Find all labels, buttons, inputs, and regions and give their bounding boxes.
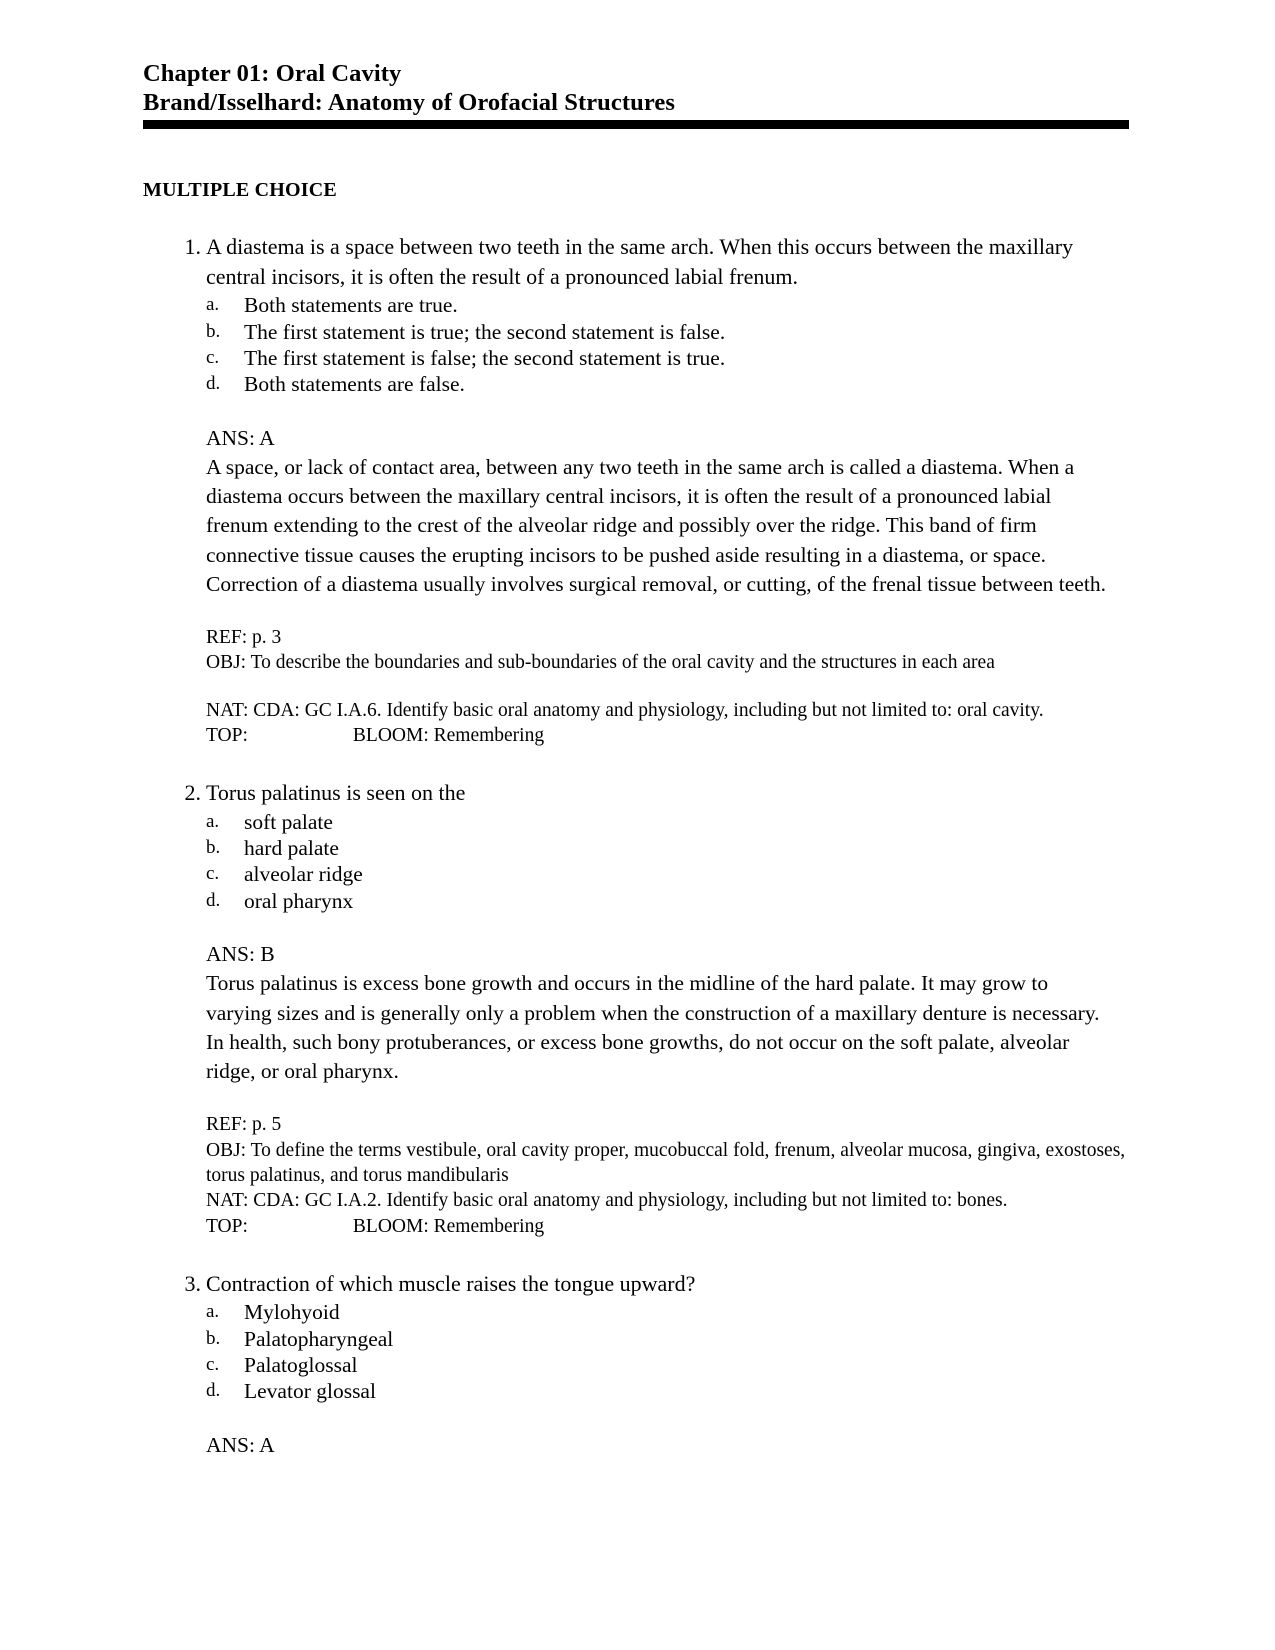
question-item <box>143 778 1130 1239</box>
question-options <box>143 292 1130 397</box>
option-text: hard palate <box>244 836 339 861</box>
question-options <box>143 809 1130 914</box>
meta-nat-text: NAT: CDA: GC I.A.2. Identify basic oral anatomy and physiology, including but not limited to: bones. <box>206 1190 1008 1212</box>
option-text: The first statement is false; the second statement is true. <box>244 345 726 370</box>
question-number: 2. <box>184 780 201 806</box>
option-a[interactable] <box>206 1299 1130 1325</box>
option-text: Levator glossal <box>244 1379 376 1404</box>
answer-block <box>143 424 1116 599</box>
meta-nat-top <box>206 1188 1130 1239</box>
question-metadata <box>143 625 1130 748</box>
option-text: Palatopharyngeal <box>244 1326 394 1351</box>
option-text: Both statements are false. <box>244 372 465 397</box>
question-stem-text: A diastema is a space between two teeth in the same arch. When this occurs between the maxillary central incisors, it is often the result of a pronounced labial frenum. <box>206 234 1074 289</box>
question-stem-text: Torus palatinus is seen on the <box>206 780 466 806</box>
meta-ref: REF: p. 5 <box>206 1114 282 1136</box>
option-letter: d. <box>206 1380 221 1402</box>
option-c[interactable] <box>206 861 1130 887</box>
option-d[interactable] <box>206 1378 1130 1404</box>
header-chapter-title: Chapter 01: Oral Cavity <box>143 60 402 87</box>
meta-bloom: BLOOM: Remembering <box>352 1215 545 1237</box>
question-item <box>143 1269 1130 1460</box>
option-letter: d. <box>206 889 221 911</box>
meta-bloom: BLOOM: Remembering <box>352 725 545 746</box>
answer-block <box>143 1431 1116 1460</box>
option-a[interactable] <box>206 292 1130 318</box>
question-item <box>143 232 1130 748</box>
meta-obj: OBJ: To describe the boundaries and sub-boundaries of the oral cavity and the structures in each area <box>206 652 995 674</box>
option-text: Both statements are true. <box>244 293 458 318</box>
meta-top-label: TOP: <box>206 725 248 746</box>
question-stem <box>143 778 1116 807</box>
option-b[interactable] <box>206 319 1130 345</box>
meta-nat-top <box>206 698 1130 749</box>
option-a[interactable] <box>206 809 1130 835</box>
meta-spacer <box>206 676 1130 698</box>
document-header <box>143 60 1130 117</box>
option-letter: a. <box>206 810 220 832</box>
option-letter: c. <box>206 1354 220 1376</box>
option-letter: b. <box>206 1327 221 1349</box>
option-text: soft palate <box>244 809 333 834</box>
option-c[interactable] <box>206 1352 1130 1378</box>
option-c[interactable] <box>206 345 1130 371</box>
answer-rationale: Torus palatinus is excess bone growth and occurs in the midline of the hard palate. It may grow to varying sizes and is generally only a problem when the construction of a maxillary denture is necessary. In health, such bony protuberances, or excess bone growths, do not occur on the soft palate, alveolar ridge, or oral pharynx. <box>206 971 1100 1084</box>
meta-obj: OBJ: To define the terms vestibule, oral cavity proper, mucobuccal fold, frenum, alveolar mucosa, gingiva, exostoses, torus palatinus, and torus mandibularis <box>206 1139 1126 1186</box>
question-stem-text: Contraction of which muscle raises the tongue upward? <box>206 1271 696 1297</box>
option-letter: d. <box>206 373 221 395</box>
option-letter: c. <box>206 863 220 885</box>
option-b[interactable] <box>206 835 1130 861</box>
option-d[interactable] <box>206 888 1130 914</box>
answer-label: ANS: B <box>206 942 275 967</box>
question-options <box>143 1299 1130 1404</box>
header-divider-rule <box>143 120 1129 129</box>
option-letter: b. <box>206 320 221 342</box>
option-text: Mylohyoid <box>244 1300 340 1325</box>
question-number: 3. <box>184 1271 201 1297</box>
option-letter: a. <box>206 1301 220 1323</box>
question-metadata <box>143 1112 1130 1239</box>
option-letter: a. <box>206 294 220 316</box>
answer-label: ANS: A <box>206 425 275 450</box>
answer-label: ANS: A <box>206 1432 275 1457</box>
meta-ref: REF: p. 3 <box>206 626 282 648</box>
option-letter: c. <box>206 346 220 368</box>
section-heading-multiple-choice: MULTIPLE CHOICE <box>143 179 337 202</box>
question-stem <box>143 1269 1116 1298</box>
option-text: The first statement is true; the second statement is false. <box>244 319 726 344</box>
question-number: 1. <box>184 234 201 260</box>
option-b[interactable] <box>206 1326 1130 1352</box>
option-text: oral pharynx <box>244 888 354 913</box>
option-text: alveolar ridge <box>244 862 363 887</box>
option-letter: b. <box>206 837 221 859</box>
answer-rationale: A space, or lack of contact area, between any two teeth in the same arch is called a diastema. When a diastema occurs between the maxillary central incisors, it is often the result of a pronounced labial frenum extending to the crest of the alveolar ridge and possibly over the ridge. This band of firm connective tissue causes the erupting incisors to be pushed aside resulting in a diastema, or space. Correction of a diastema usually involves surgical removal, or cutting, of the frenal tissue between teeth. <box>206 454 1106 596</box>
meta-nat-text: NAT: CDA: GC I.A.6. Identify basic oral anatomy and physiology, including but not limited to: oral cavity. <box>206 699 1044 721</box>
meta-top-label: TOP: <box>206 1215 248 1237</box>
question-stem <box>143 232 1116 291</box>
option-text: Palatoglossal <box>244 1353 358 1378</box>
option-d[interactable] <box>206 371 1130 397</box>
answer-block <box>143 940 1116 1086</box>
header-book-title: Brand/Isselhard: Anatomy of Orofacial Structures <box>143 88 676 116</box>
